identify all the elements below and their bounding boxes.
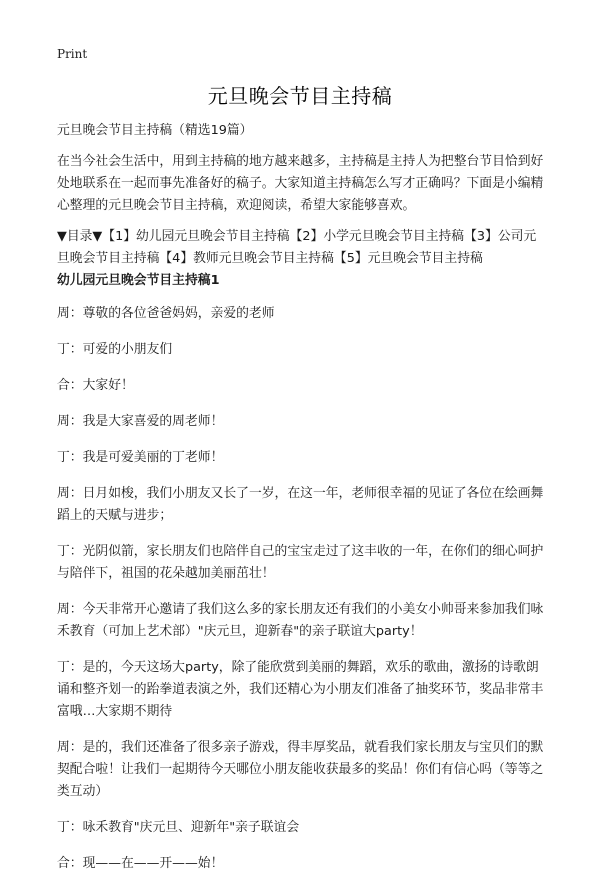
script-line: 丁：咏禾教育"庆元旦、迎新年"亲子联谊会 [57, 820, 300, 835]
script-line: 周：日月如梭，我们小朋友又长了一岁，在这一年，老师很幸福的见证了各位在绘画舞蹈上的天赋与进步； [57, 486, 544, 523]
toc-link-4[interactable]: 【4】教师元旦晚会节目主持稿 [159, 251, 334, 266]
article-body [57, 120, 547, 889]
toc-link-2[interactable]: 【2】小学元旦晚会节目主持稿 [289, 229, 465, 244]
script-line: 丁：可爱的小朋友们 [57, 342, 173, 357]
script-line: 周：尊敬的各位爸爸妈妈，亲爱的老师 [57, 306, 275, 321]
article-subtitle: 元旦晚会节目主持稿（精选19篇） [57, 123, 253, 138]
script-line: 周：今天非常开心邀请了我们这么多的家长朋友还有我们的小美女小帅哥来参加我们咏禾教育（可加上艺术部）"庆元旦，迎新春"的亲子联谊大party！ [57, 602, 544, 639]
script-line: 合：大家好！ [57, 378, 134, 393]
intro-paragraph: 在当今社会生活中，用到主持稿的地方越来越多，主持稿是主持人为把整台节目恰到好处地联系在一起而事先准备好的稿子。大家知道主持稿怎么写才正确吗？下面是小编精心整理的元旦晚会节目主持稿，欢迎阅读，希望大家能够喜欢。 [57, 154, 544, 213]
script-line: 周：是的，我们还准备了很多亲子游戏，得丰厚奖品，就看我们家长朋友与宝贝们的默契配合啦！让我们一起期待今天哪位小朋友能收获最多的奖品！你们有信心吗（等等之类互动） [57, 740, 544, 799]
table-of-contents [57, 226, 547, 270]
section-heading: 幼儿园元旦晚会节目主持稿1 [57, 273, 220, 288]
toc-link-1[interactable]: 【1】幼儿园元旦晚会节目主持稿 [102, 229, 290, 244]
toc-label: ▼目录▼ [57, 229, 103, 244]
toc-link-3[interactable]: 【3】公司元旦晚会节目主持稿 [57, 229, 537, 266]
script-line: 丁：光阴似箭，家长朋友们也陪伴自己的宝宝走过了这丰收的一年，在你们的细心呵护与陪伴下，祖国的花朵越加美丽茁壮！ [57, 544, 544, 581]
toc-link-5[interactable]: 【5】元旦晚会节目主持稿 [333, 251, 483, 266]
script-line: 周：我是大家喜爱的周老师！ [57, 414, 224, 429]
print-link[interactable]: Print [57, 47, 88, 61]
script-line: 丁：是的，今天这场大party，除了能欣赏到美丽的舞蹈，欢乐的歌曲，激扬的诗歌朗诵和整齐划一的跆拳道表演之外，我们还精心为小朋友们准备了抽奖环节，奖品非常丰富哦…大家期不期待 [57, 660, 544, 719]
script-line: 合：现——在——开——始！ [57, 856, 224, 871]
script-line: 丁：我是可爱美丽的丁老师！ [57, 450, 224, 465]
page-title: 元旦晚会节目主持稿 [207, 84, 393, 108]
